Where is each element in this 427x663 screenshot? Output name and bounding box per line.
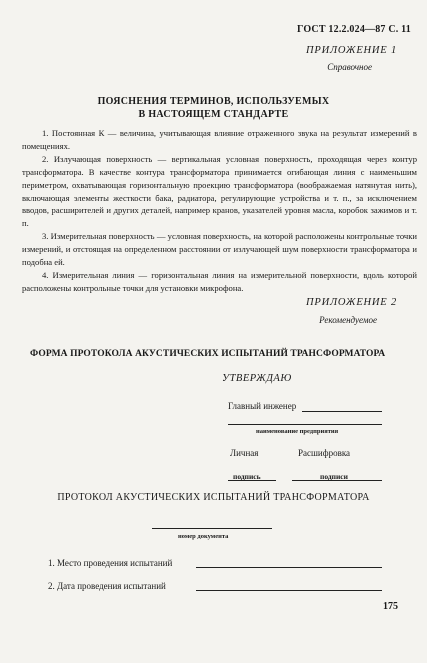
section1-title-line1: ПОЯСНЕНИЯ ТЕРМИНОВ, ИСПОЛЬЗУЕМЫХ	[97, 96, 330, 107]
appendix1-title: ПРИЛОЖЕНИЕ 1	[306, 45, 397, 56]
standard-header: ГОСТ 12.2.024—87 С. 11	[297, 24, 411, 35]
enterprise-caption: наименование предприятия	[256, 428, 339, 435]
section1-title-line2: В НАСТОЯЩЕМ СТАНДАРТЕ	[138, 109, 289, 120]
chief-engineer-line	[302, 411, 382, 412]
term-paragraph-4: 4. Измерительная линия — горизонтальная линия на измерительной поверхности, вдоль которой расположены контрольные точки для установки микрофона.	[22, 269, 417, 293]
approve-label: УТВЕРЖДАЮ	[222, 373, 292, 384]
page-number: 175	[383, 601, 398, 612]
term-paragraph-3: 3. Измерительная поверхность — условная поверхность, на которой расположены контрольные точки измерений, и отстоящая на определенном расстоянии от излучающей шум поверхности трансформатора и подобна ей.	[22, 231, 417, 268]
terms-body	[22, 127, 417, 295]
item2-line	[196, 590, 382, 591]
appendix2-title: ПРИЛОЖЕНИЕ 2	[306, 297, 397, 308]
item2-label: 2. Дата проведения испытаний	[48, 581, 166, 591]
appendix1-subtitle: Справочное	[327, 62, 372, 72]
signature-caption2: подписи	[320, 472, 348, 481]
decoding-label: Расшифровка	[298, 448, 351, 458]
signature-caption: подпись	[233, 472, 261, 481]
item1-label: 1. Место проведения испытаний	[48, 558, 173, 568]
item1-line	[196, 567, 382, 568]
doc-number-caption: номер документа	[178, 533, 229, 540]
form-title: ФОРМА ПРОТОКОЛА АКУСТИЧЕСКИХ ИСПЫТАНИЙ ТРАНСФОРМАТОРА	[30, 349, 386, 359]
term-paragraph-1: 1. Постоянная К — величина, учитывающая влияние отраженного звука на результат измерений в помещениях.	[22, 128, 417, 151]
personal-signature-label: Личная	[230, 448, 259, 458]
doc-number-line	[152, 528, 272, 529]
appendix2-subtitle: Рекомендуемое	[319, 315, 377, 325]
protocol-title: ПРОТОКОЛ АКУСТИЧЕСКИХ ИСПЫТАНИЙ ТРАНСФОРМАТОРА	[57, 492, 370, 503]
enterprise-line	[228, 424, 382, 425]
term-paragraph-2: 2. Излучающая поверхность — вертикальная условная поверхность, проходящая через контур трансформатора. В качестве контура трансформатора принимается огибающая линия с наименьшим периметром, охватывающая горизонтальную проекцию трансформатора (воображаемая натянутая нить), включающая элементы жесткости бака, радиатора, регулирующие устройства и т. п., за исключением вводов, расширителей и других деталей, например кранов, указателей уровня масла, коробок зажимов и т. п.	[22, 153, 417, 229]
chief-engineer-label: Главный инженер	[228, 401, 297, 411]
